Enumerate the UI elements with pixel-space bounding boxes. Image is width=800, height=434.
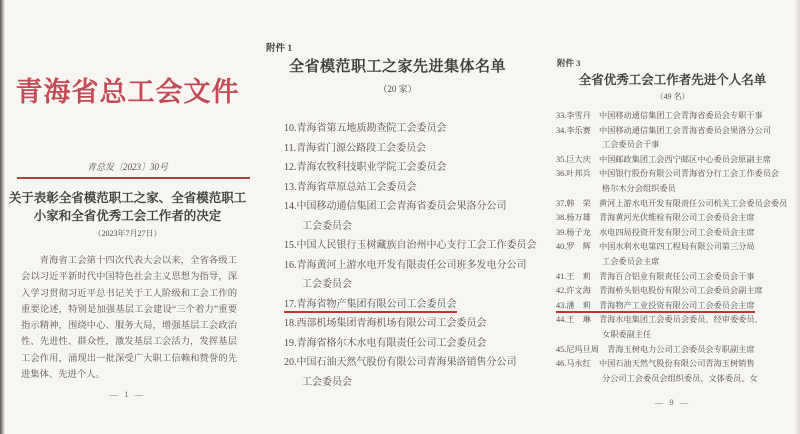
list-item: 12.青海农牧科技职业学院工会委员会 [284, 162, 447, 173]
list-item-continuation: 女职委副主任 [602, 329, 652, 339]
list-item: 33.李雪丹 中国移动通信集团工会青海省委员会专职干事 [556, 111, 763, 120]
list-item: 19.青海省格尔木水电有限责任公司工会委员会 [284, 337, 487, 349]
decision-body-paragraph: 青海省工会第十四次代表大会以来，全省各级工会以习近平新时代中国特色社会主义思想为指导，深入学习贯彻习近平总书记关于工人阶级和工会工作的重要论述，特别是加强基层工会建设“三个着力”重要指示精神，围绕中心、服务大局，增强基层工会政治性、先进性、群众性，激发基层工会活力，发挥基层工会作用，涌现出一批深受广大职工信赖和赞誉的先进集体、先进个人。 [21, 256, 237, 381]
list-item: 34.李乐赛 中国移动通信集团工会青海省委员会果洛分公司 [556, 125, 771, 135]
list-item: 39.杨子龙 水电四局投资开发有限公司工会委员会主席 [556, 227, 755, 237]
list-item-continuation: 工会委员会 [302, 220, 352, 232]
list-item: 36.叶邦兵 中国银行股份有限公司青海省分行工会工作委员会 [556, 169, 780, 179]
page-number-1: — 1 — [109, 389, 146, 399]
list-item: 38.杨万雄 青海黄河光伏维检有限公司工会委员会主席 [556, 213, 755, 223]
list-item-continuation: 工会委员会干事 [602, 140, 660, 150]
decision-title-line2: 小家和全省优秀工会工作者的决定 [33, 208, 222, 223]
decision-date: （2023年7月27日） [93, 229, 162, 238]
list-item: 13.青海省草原总站工会委员会 [284, 181, 417, 193]
list-item: 11.青海省门源公路段工会委员会 [284, 142, 427, 154]
list-item: 42.许文海 青海桥头铝电股份有限公司工会委员会副主席 [556, 286, 763, 296]
outstanding-workers-list [556, 109, 798, 386]
list-item: 16.青海黄河上游水电开发有限责任公司班多发电分公司 [284, 259, 527, 271]
attachment-1-title: 全省模范职工之家先进集体名单 [288, 59, 506, 75]
page-attachment-3 [545, 0, 800, 434]
list-item: 18.西部机场集团青海机场有限公司工会委员会 [284, 318, 487, 329]
list-item: 35.巨大庆 中国邮政集团工会西宁邮区中心委员会原副主席 [556, 154, 771, 164]
list-item-highlighted [284, 295, 541, 315]
model-units-list [284, 119, 541, 392]
list-item: 20.中国石油天然气股份有限公司青海果洛销售分公司 [284, 357, 517, 368]
page-attachment-1 [250, 0, 545, 434]
attachment-1-label: 附件 1 [266, 44, 293, 54]
page-number-9: — 9 — [654, 397, 691, 407]
letterhead-rule [17, 177, 250, 179]
list-item: 46.马永红 中国石油天然气股份有限公司青海玉树销售 [556, 359, 755, 369]
document-number: 青总发〔2023〕30号 [86, 162, 168, 172]
attachment-3-label: 附件 3 [557, 58, 581, 68]
list-item-continuation: 工会委员会主席 [602, 256, 660, 266]
list-item-continuation: 工会委员会 [302, 279, 352, 290]
list-item: 15.中国人民银行玉树藏族自治州中心支行工会工作委员会 [284, 240, 537, 251]
list-item: 10.青海省第五地质勘查院工会委员会 [284, 123, 447, 134]
attachment-3-title: 全省优秀工会工作者先进个人名单 [578, 73, 767, 87]
list-item: 44.王 琳 青海水电集团工会委员会委员、经审委委员、 [556, 315, 763, 325]
list-item: 41.王 莉 青海百合铝业有限责任公司工会委员会干事 [556, 271, 755, 281]
page-decision-document [5, 0, 250, 434]
list-item: 45.尼玛旦周 青海玉树电力公司工会委员会专职副主席 [556, 344, 755, 354]
letterhead-title: 青海省总工会文件 [15, 77, 240, 107]
attachment-3-count: （49 名） [655, 92, 690, 101]
list-item: 14.中国移动通信集团工会青海省委员会果洛分公司 [284, 201, 507, 212]
decision-title [5, 190, 250, 225]
list-item-continuation: 格尔木分会组织委员 [602, 183, 676, 193]
red-underlined-text: 43.潘 莉 青海物产工业投资有限公司工会委员会主席 [556, 301, 755, 313]
decision-title-line1: 关于表彰全省模范职工之家、全省模范职工 [8, 191, 247, 205]
attachment-1-count: （20 家） [378, 84, 417, 94]
list-item-continuation: 工会委员会 [302, 376, 352, 388]
list-item-continuation: 分公司工会委员会组织委员、文体委员、女 [602, 373, 758, 383]
list-item: 40.罗 辉 中国水利水电第四工程局有限公司第三分局 [556, 242, 755, 252]
red-underlined-text: 17.青海省物产集团有限公司工会委员会 [284, 299, 457, 313]
list-item: 37.韩 荣 黄河上游水电开发有限责任公司机关工会委员会委员 [556, 198, 788, 208]
list-item-highlighted [556, 299, 798, 314]
